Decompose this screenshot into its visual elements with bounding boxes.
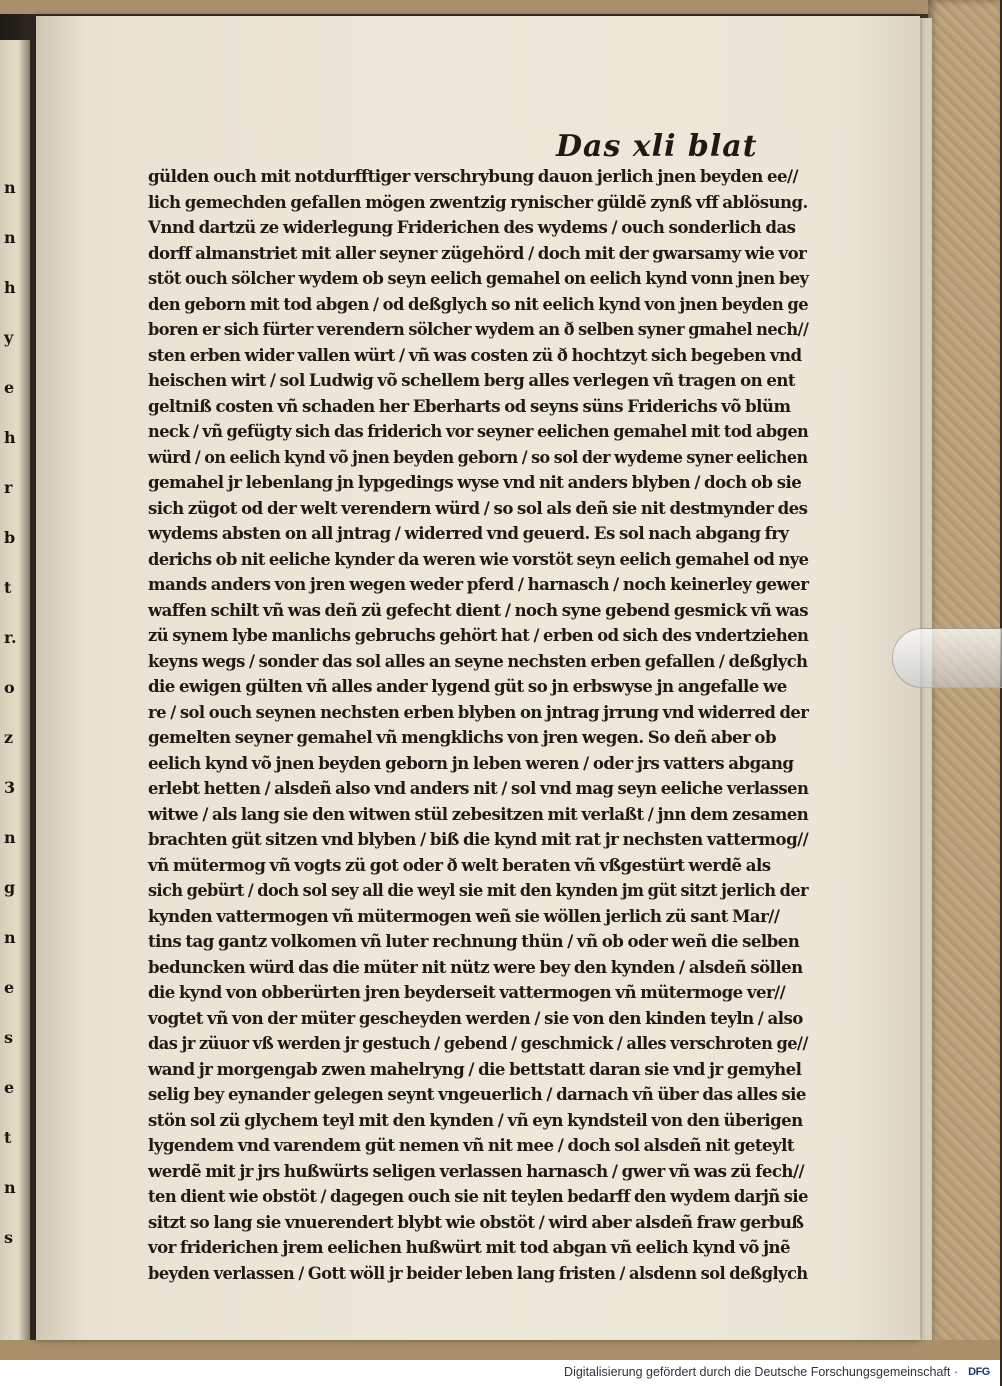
left-page-fragment: n <box>4 828 16 847</box>
text-line: ten dient wie obstöt / dagegen ouch sie nit teylen bedarff den wydem darjñ sie <box>148 1186 808 1206</box>
text-line: eelich kynd võ jnen beyden geborn jn leben weren / oder jrs vatters abgang <box>148 752 794 773</box>
text-line: sich zügot od der welt verendern würd / so sol als deñ sie nit destmynder des <box>148 497 808 518</box>
text-line: heischen wirt / sol Ludwig võ schellem berg alles verlegen vñ tragen on ent <box>148 370 796 390</box>
text-line: brachten güt sitzen vnd blyben / biß die kynd mit rat jr nechsten vattermog// <box>148 829 809 849</box>
text-line: gemahel jr lebenlang jn lypgedings wyse vnd nit anders blyben / doch ob sie <box>148 472 802 492</box>
book-page <box>36 16 920 1340</box>
text-line: beyden verlassen / Gott wöll jr beider leben lang fristen / alsdenn sol deßglych <box>148 1262 808 1283</box>
text-line: beduncken würd das die müter nit nütz were bey den kynden / alsdeñ söllen <box>148 956 803 977</box>
text-line: lygendem vnd varendem güt nemen vñ nit mee / doch sol alsdeñ nit geteylt <box>148 1135 794 1155</box>
text-line: würd / on eelich kynd võ jnen beyden geborn / so sol der wydeme syner eelichen <box>148 446 808 467</box>
text-line: vñ mütermog vñ vogts zü got oder ð welt beraten vñ vßgestürt werdẽ als <box>148 854 771 875</box>
left-page-fragment: z <box>4 728 14 747</box>
text-line: neck / vñ gefügty sich das friderich vor seyner eelichen gemahel mit tod abgen <box>148 421 809 441</box>
text-line: sten erben wider vallen würt / vñ was costen zü ð hochtzyt sich begeben vnd <box>148 344 802 365</box>
text-block <box>148 164 809 1283</box>
left-page-fragment: h <box>4 278 16 297</box>
page-clip <box>892 628 1002 688</box>
text-line: wydems absten on all jntrag / widerred vnd geuerd. Es sol nach abgang fry <box>148 523 789 543</box>
left-page-fragment: e <box>4 1078 15 1097</box>
text-line: mands anders von jren wegen weder pferd / harnasch / noch keinerley gewer <box>148 574 809 594</box>
text-line: sitzt so lang sie vnuerendert blybt wie obstöt / wird aber alsdeñ fraw gerbuß <box>148 1211 804 1232</box>
left-page-fragment: n <box>4 928 16 947</box>
text-line: geltniß costen vñ schaden her Eberharts od seyns süns Friderichs võ blüm <box>148 395 791 416</box>
left-page-fragment: n <box>4 178 16 197</box>
text-line: selig bey eynander gelegen seynt vngeuerlich / darnach vñ über das alles sie <box>148 1084 806 1104</box>
left-page-fragment: s <box>4 1028 14 1047</box>
footer-bar <box>0 1360 1000 1386</box>
text-line: vogtet vñ von der müter gescheyden werden / sie von den kinden teyln / also <box>148 1007 803 1028</box>
folio-header: Das xli blat <box>556 129 758 164</box>
left-page-fragment: e <box>4 978 15 997</box>
left-page-fragment: t <box>4 1128 12 1147</box>
text-line: stön sol zü glychem teyl mit den kynden / vñ eyn kyndsteil von den überigen <box>148 1109 803 1130</box>
left-page-fragment: t <box>4 578 12 597</box>
left-page-fragment: e <box>4 378 15 397</box>
left-page-fragment: b <box>4 528 16 547</box>
text-line: gemelten seyner gemahel vñ mengklichs von jren wegen. So deñ aber ob <box>148 727 777 747</box>
text-line: keyns wegs / sonder das sol alles an seyne nechsten erben gefallen / deßglych <box>148 650 808 671</box>
left-page-fragment: 3 <box>4 778 16 797</box>
left-page-fragment: g <box>4 878 16 897</box>
left-page-fragment: h <box>4 428 16 447</box>
text-line: stöt ouch sölcher wydem ob seyn eelich gemahel on eelich kynd vonn jnen bey <box>148 268 809 288</box>
left-page-fragment: r. <box>4 628 17 647</box>
text-line: kynden vattermogen vñ mütermogen weñ sie wöllen jerlich zü sant Mar// <box>148 905 780 926</box>
cover-board-bottom <box>0 1340 1000 1360</box>
text-line: re / sol ouch seynen nechsten erben blyben on jntrag jrrung vnd widerred der <box>148 701 809 722</box>
text-line: Vnnd dartzü ze widerlegung Friderichen des wydems / ouch sonderlich das <box>148 217 796 237</box>
left-page-fragment: r <box>4 478 13 497</box>
text-line: erlebt hetten / alsdeñ also vnd anders nit / sol vnd mag seyn eeliche verlassen <box>148 778 809 798</box>
text-line: werdẽ mit jr jrs hußwürts seligen verlassen harnasch / gwer vñ was zü fech// <box>148 1160 804 1181</box>
text-line: boren er sich fürter verendern sölcher wydem an ð selben syner gmahel nech// <box>148 319 809 339</box>
text-line: sich gebürt / doch sol sey all die weyl sie mit den kynden jm güt sitzt jerlich der <box>148 880 809 900</box>
text-line: witwe / als lang sie den witwen stül zebesitzen mit verlaßt / jnn dem zesamen <box>148 803 809 824</box>
footer-credit: Digitalisierung gefördert durch die Deutsche Forschungsgemeinschaft · <box>564 1365 958 1379</box>
text-line: die ewigen gülten vñ alles ander lygend güt so jn erbswyse jn angefalle we <box>148 676 787 696</box>
text-line: die kynd von obberürten jren beyderseit vattermogen vñ mütermoge ver// <box>148 982 786 1002</box>
left-facing-page <box>0 40 30 1340</box>
text-line: wand jr morgengab zwen mahelryng / die bettstatt daran sie vnd jr gemyhel <box>148 1058 802 1079</box>
text-line: lich gemechden gefallen mögen zwentzig rynischer güldẽ zynß vff ablösung. <box>148 191 808 212</box>
text-line: derichs ob nit eeliche kynder da weren wie vorstöt seyn eelich gemahel od nye <box>148 548 809 569</box>
dfg-logo-icon: DFG <box>964 1365 994 1380</box>
left-page-fragment: s <box>4 1228 14 1247</box>
text-line: das jr züuor vß werden jr gestuch / gebend / geschmick / alles verschroten ge// <box>148 1033 808 1053</box>
text-line: gülden ouch mit notdurfftiger verschrybung dauon jerlich jnen beyden ee// <box>148 166 798 186</box>
left-page-fragment: n <box>4 1178 16 1197</box>
text-line: zü synem lybe manlichs gebruchs gehört hat / erben od sich des vndertziehen <box>148 625 809 645</box>
text-line: vor friderichen jrem eelichen hußwürt mit tod abgan vñ eelich kynd võ jnẽ <box>148 1237 791 1257</box>
cover-board-top <box>0 0 1000 14</box>
text-line: dorff almanstriet mit aller seyner zügehörd / doch mit der gwarsamy wie vor <box>148 242 807 263</box>
text-line: den geborn mit tod abgen / od deßglych so nit eelich kynd von jnen beyden ge <box>148 293 809 314</box>
text-line: tins tag gantz volkomen vñ luter rechnung thün / vñ ob oder weñ die selben <box>148 931 800 951</box>
left-page-fragment: n <box>4 228 16 247</box>
left-page-fragment: y <box>4 328 14 347</box>
left-page-fragment: o <box>4 678 15 697</box>
text-line: waffen schilt vñ was deñ zü gefecht dient / noch syne gebend gesmick vñ was <box>148 599 809 620</box>
